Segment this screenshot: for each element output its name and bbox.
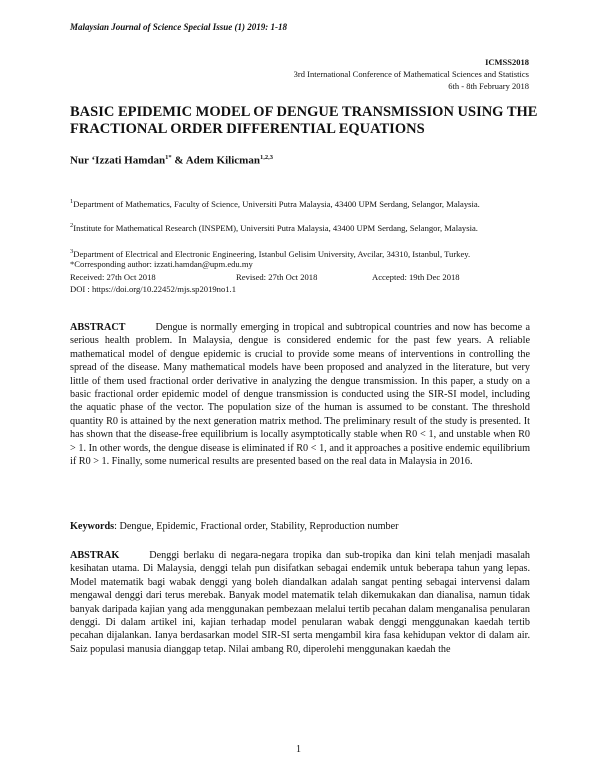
conference-info — [294, 56, 529, 92]
affiliation-text: Institute for Mathematical Research (INSPEM), Universiti Putra Malaysia, 43400 UPM Serdang, Selangor, Malaysia. — [73, 222, 478, 233]
conference-code: ICMSS2018 — [485, 57, 529, 67]
date-revised: Revised: 27th Oct 2018 — [236, 272, 318, 282]
corresponding-author: *Corresponding author: izzati.hamdan@upm.edu.my — [70, 259, 253, 269]
paper-title: BASIC EPIDEMIC MODEL OF DENGUE TRANSMISSION USING THE FRACTIONAL ORDER DIFFERENTIAL EQUATIONS — [70, 104, 538, 137]
page-number: 1 — [296, 744, 301, 755]
abstract-text: Dengue is normally emerging in tropical and subtropical countries and now has become a serious health problem. In Malaysia, dengue is considered endemic for the past few years. A reliable mathematical model of dengue epidemic is crucial to provide some means of interventions in controlling the spread of the disease. Many mathematical models have been proposed and analyzed in the literature, but very little of them used fractional order derivative in analyzing the dengue transmission. In this paper, a study on a basic fractional order epidemic model of dengue transmission is conducted using the SIR-SI model, including the aquatic phase of the vector. The population size of the human is assumed to be constant. The threshold quantity R0 is attained by the next generation matrix method. The preliminary result of the study is presented. It has shown that the disease-free equilibrium is locally asymptotically stable when R0 < 1, and unstable when R0 > 1. In other words, the dengue disease is eliminated if R0 < 1, and it approaches a positive endemic equilibrium if R0 > 1. Finally, some numerical results are presented based on the real data in Malaysia in 2016. — [70, 322, 530, 468]
keywords-text: : Dengue, Epidemic, Fractional order, Stability, Reproduction number — [114, 521, 399, 532]
author-line — [70, 154, 273, 167]
author-2-sup: 1,2,3 — [259, 154, 273, 161]
author-1: Nur ‘Izzati Hamdan — [70, 154, 166, 167]
abstract-heading: ABSTRACT — [70, 322, 126, 333]
abstract-section — [70, 321, 530, 468]
affiliation-sup: 3 — [70, 248, 74, 255]
journal-header: Malaysian Journal of Science Special Issue (1) 2019: 1-18 — [70, 22, 287, 32]
affiliation-text: Department of Mathematics, Faculty of Science, Universiti Putra Malaysia, 43400 UPM Serdang, Selangor, Malaysia. — [73, 198, 480, 209]
conference-name: 3rd International Conference of Mathematical Sciences and Statistics — [293, 69, 529, 79]
keywords-label: Keywords — [70, 521, 115, 532]
abstrak-section — [70, 549, 530, 656]
keywords-line — [70, 521, 399, 532]
author-separator: & — [171, 154, 186, 167]
affiliation-2 — [70, 220, 540, 234]
affiliation-sup: 2 — [70, 222, 74, 229]
conference-dates: 6th - 8th February 2018 — [448, 81, 529, 91]
date-accepted: Accepted: 19th Dec 2018 — [372, 272, 460, 282]
author-1-sup: 1* — [165, 154, 172, 161]
affiliation-text: Department of Electrical and Electronic Engineering, Istanbul Gelisim University, Avcilar, 34310, Istanbul, Turkey. — [73, 248, 471, 259]
author-2: Adem Kilicman — [185, 154, 260, 167]
affiliation-1 — [70, 196, 540, 210]
abstrak-heading: ABSTRAK — [70, 550, 120, 561]
date-received: Received: 27th Oct 2018 — [70, 272, 156, 282]
abstrak-text: Denggi berlaku di negara-negara tropika dan sub-tropika dan kini telah menjadi masalah kesihatan utama. Di Malaysia, denggi telah pun disifatkan sebagai endemik untuk beberapa tahun yang lepas. Model matematik bagi wabak denggi yang boleh diandalkan adalah sangat penting sebagai intervensi dalam mengawal denggi dari terus merebak. Banyak model matematik telah dikemukakan dan dianalisa, namun tidak banyak daripada kajian yang ada menggunakan pembezaan melalui tertib pecahan dalam menganalisa penularan denggi. Di dalam artikel ini, kajian terhadap model penularan wabak denggi menggunakan kaedah tertib pecahan dijalankan. Ianya berdasarkan model SIR-SI serta mengambil kira fasa kehidupan vektor di dalam air. Saiz populasi manusia dianggap tetap. Nilai ambang R0, diperolehi menggunakan kaedah the — [70, 550, 530, 655]
doi-line: DOI : https://doi.org/10.22452/mjs.sp2019no1.1 — [70, 284, 236, 294]
affiliation-sup: 1 — [70, 198, 74, 205]
